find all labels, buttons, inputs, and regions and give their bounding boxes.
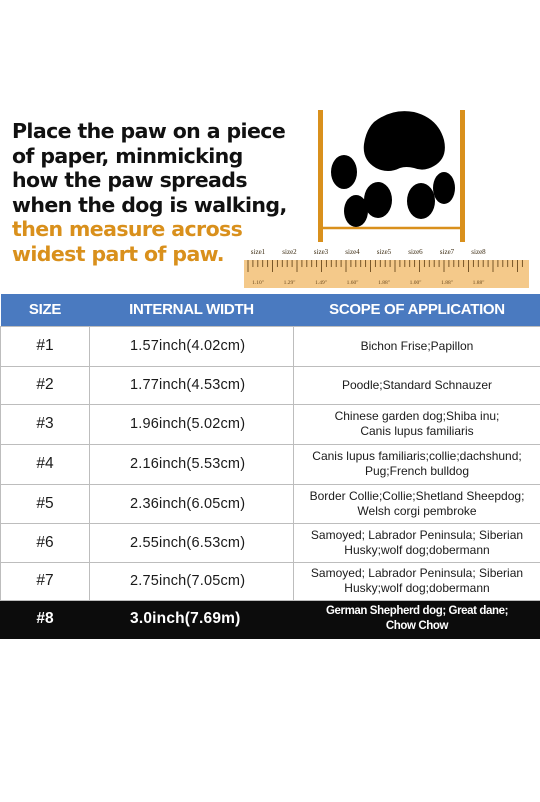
- size-cell: #7: [1, 562, 90, 600]
- scope-line: Poodle;Standard Schnauzer: [341, 377, 493, 392]
- ruler-inch-label: 1.60": [346, 280, 359, 286]
- scope-line: Chow Chow: [385, 620, 449, 632]
- width-cell: 1.77inch(4.53cm): [90, 366, 294, 404]
- measure-bracket-right: [460, 110, 465, 242]
- scope-line: Husky;wolf dog;dobermann: [344, 581, 490, 595]
- instruction-accent-line: widest part of paw.: [12, 241, 224, 266]
- size-cell: #4: [1, 444, 90, 484]
- scope-cell: [294, 326, 540, 366]
- header-size: SIZE: [1, 294, 90, 326]
- paw-measure-illustration: [316, 110, 468, 250]
- scope-line: Canis lupus familiaris: [360, 424, 474, 438]
- header-scope: SCOPE OF APPLICATION: [294, 294, 540, 326]
- scope-cell: [294, 366, 540, 404]
- width-cell: 2.16inch(5.53cm): [90, 444, 294, 484]
- width-cell: 2.75inch(7.05cm): [90, 562, 294, 600]
- size-cell: #2: [1, 366, 90, 404]
- ruler-size-label: size1: [250, 248, 266, 256]
- table-row: [1, 523, 540, 562]
- ruler-size-label: size3: [313, 248, 329, 256]
- ruler-size-label: size6: [408, 248, 423, 256]
- scope-cell: [294, 523, 540, 562]
- ruler-inch-label: 1.49": [315, 280, 327, 286]
- width-cell: 2.36inch(6.05cm): [90, 484, 294, 523]
- size-cell: #1: [1, 326, 90, 366]
- table-row: [1, 484, 540, 523]
- scope-line: Bichon Frise;Papillon: [360, 338, 474, 353]
- scope-cell: [294, 404, 540, 444]
- size-cell: #3: [1, 404, 90, 444]
- ruler-inch-label: 1.00": [409, 280, 422, 286]
- ruler-inch-label: 1.10": [252, 280, 264, 286]
- instruction-accent-line: then measure across: [12, 217, 243, 241]
- scope-line: Samoyed; Labrador Peninsula; Siberian: [310, 527, 524, 542]
- instruction-line: how the paw spreads: [12, 168, 247, 192]
- size-chart-table: [0, 294, 540, 639]
- scope-cell: [294, 444, 540, 484]
- scope-line: Welsh corgi pembroke: [357, 503, 477, 518]
- ruler-inch-label: 1.88": [472, 280, 485, 286]
- paw-print-icon: [331, 111, 455, 227]
- scope-line: Samoyed; Labrador Peninsula; Siberian: [310, 566, 524, 580]
- scope-cell: [294, 484, 540, 523]
- table-row: [1, 444, 540, 484]
- size-cell: #6: [1, 523, 90, 562]
- scope-line: Chinese garden dog;Shiba inu;: [334, 409, 500, 423]
- size-cell: #8: [1, 600, 90, 638]
- table-row: [1, 366, 540, 404]
- width-cell: 1.96inch(5.02cm): [90, 404, 294, 444]
- scope-line: Pug;French bulldog: [364, 464, 470, 478]
- instruction-line: when the dog is walking,: [12, 192, 287, 217]
- ruler: [244, 244, 529, 292]
- header-internal-width: INTERNAL WIDTH: [90, 294, 294, 326]
- ruler-size-label: size5: [376, 248, 392, 256]
- scope-cell: [294, 600, 540, 638]
- table-row: [1, 404, 540, 444]
- table-row-highlighted: [1, 600, 540, 638]
- instruction-line: Place the paw on a piece: [12, 119, 286, 143]
- width-cell: 3.0inch(7.69m): [90, 600, 294, 638]
- instruction-line: of paper, minmicking: [12, 143, 243, 168]
- scope-line: Border Collie;Collie;Shetland Sheepdog;: [309, 488, 525, 503]
- ruler-size-label: size2: [282, 248, 297, 256]
- measure-bracket-left: [318, 110, 323, 242]
- width-cell: 2.55inch(6.53cm): [90, 523, 294, 562]
- ruler-size-label: size8: [471, 248, 486, 256]
- scope-line: Husky;wolf dog;dobermann: [344, 542, 490, 557]
- size-cell: #5: [1, 484, 90, 523]
- table-row: [1, 562, 540, 600]
- scope-line: Canis lupus familiaris;collie;dachshund;: [312, 449, 522, 463]
- table-row: [1, 326, 540, 366]
- scope-cell: [294, 562, 540, 600]
- width-cell: 1.57inch(4.02cm): [90, 326, 294, 366]
- table-header-row: [1, 294, 540, 326]
- ruler-inch-label: 1.88": [441, 280, 453, 286]
- ruler-size-label: size7: [439, 248, 455, 256]
- ruler-inch-label: 1.29": [283, 280, 296, 286]
- ruler-inch-label: 1.88": [378, 280, 390, 286]
- scope-line: German Shepherd dog; Great dane;: [325, 605, 509, 617]
- ruler-size-label: size4: [345, 248, 360, 256]
